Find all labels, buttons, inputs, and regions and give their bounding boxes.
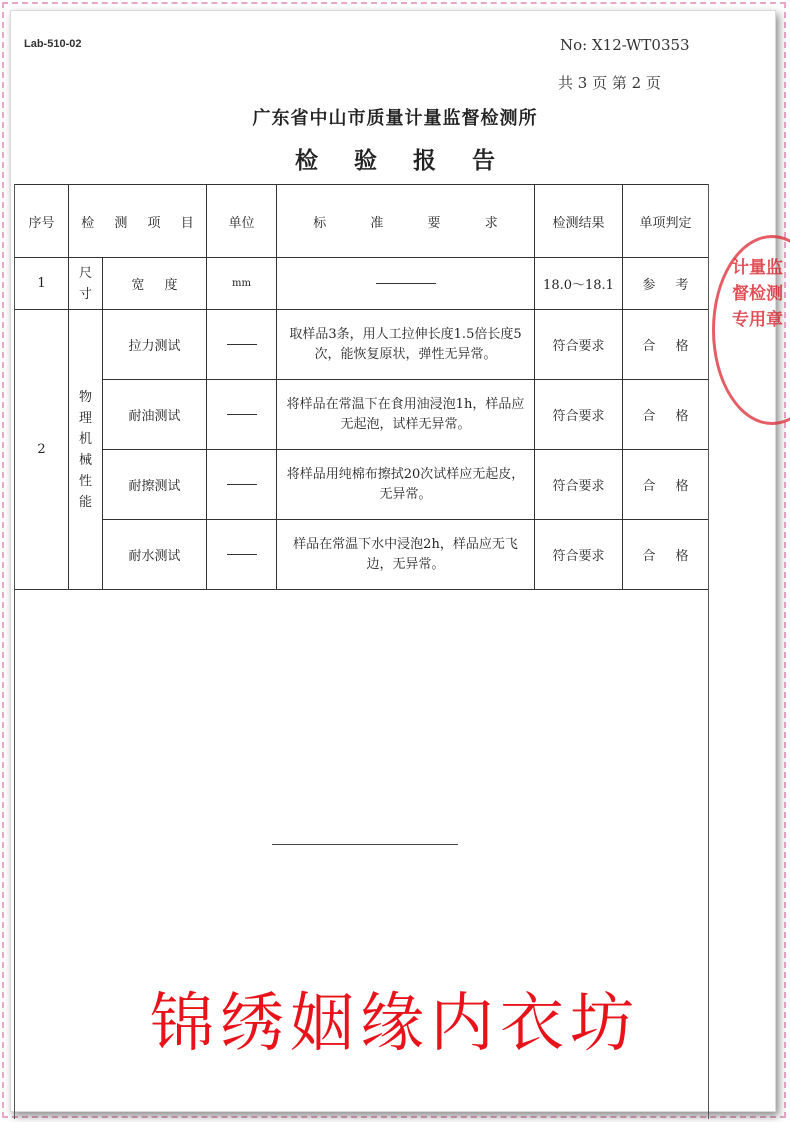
row-verdict: 合 格 [623, 310, 709, 380]
table-row [15, 450, 709, 520]
row-verdict: 参 考 [623, 258, 709, 310]
page-info: 共 3 页 第 2 页 [558, 74, 661, 92]
institute-name: 广东省中山市质量计量监督检测所 [252, 108, 538, 129]
row-item: 耐油测试 [103, 380, 207, 450]
column-header-verdict: 单项判定 [623, 185, 709, 258]
table-header [15, 185, 709, 258]
dash-mark [227, 554, 257, 555]
row-item: 拉力测试 [103, 310, 207, 380]
row-result: 18.0～18.1 [535, 258, 623, 310]
row-item: 宽 度 [103, 258, 207, 310]
row-unit: mm [207, 258, 277, 310]
column-header-seq: 序号 [15, 185, 69, 258]
row-result: 符合要求 [535, 380, 623, 450]
row-unit-empty [207, 450, 277, 520]
row-seq: 2 [15, 310, 69, 590]
row-result: 符合要求 [535, 450, 623, 520]
row-category: 物理机械性能 [69, 310, 103, 590]
row-unit-empty [207, 520, 277, 590]
row-unit-empty [207, 380, 277, 450]
row-result: 符合要求 [535, 310, 623, 380]
row-seq: 1 [15, 258, 69, 310]
row-requirement: 将样品在常温下在食用油浸泡1h，样品应无起泡，试样无异常。 [277, 380, 535, 450]
row-verdict: 合 格 [623, 520, 709, 590]
row-item: 耐擦测试 [103, 450, 207, 520]
inspection-table [14, 184, 709, 590]
row-verdict: 合 格 [623, 450, 709, 520]
shop-watermark: 锦绣姻缘内衣坊 [150, 987, 640, 1061]
report-title: 检 验 报 告 [294, 148, 510, 174]
column-header-result: 检测结果 [535, 185, 623, 258]
dash-mark [376, 283, 436, 284]
row-requirement: 将样品用纯棉布擦拭20次试样应无起皮，无异常。 [277, 450, 535, 520]
row-item: 耐水测试 [103, 520, 207, 590]
lab-code: Lab-510-02 [24, 38, 82, 50]
column-header-item: 检 测 项 目 [69, 185, 207, 258]
report-number: No: X12-WT0353 [560, 36, 690, 54]
dash-mark [227, 414, 257, 415]
row-requirement: 取样品3条，用人工拉伸长度1.5倍长度5次，能恢复原状，弹性无异常。 [277, 310, 535, 380]
row-requirement-empty [277, 258, 535, 310]
row-requirement: 样品在常温下水中浸泡2h，样品应无飞边，无异常。 [277, 520, 535, 590]
row-verdict: 合 格 [623, 380, 709, 450]
table-row [15, 380, 709, 450]
seal-text: 计量监督检测专用章 [732, 258, 783, 330]
row-result: 符合要求 [535, 520, 623, 590]
column-header-unit: 单位 [207, 185, 277, 258]
row-unit-empty [207, 310, 277, 380]
dash-mark [227, 484, 257, 485]
end-of-report-line [272, 844, 458, 845]
table-row [15, 258, 709, 310]
dash-mark [227, 344, 257, 345]
column-header-requirement: 标 准 要 求 [277, 185, 535, 258]
row-category: 尺寸 [69, 258, 103, 310]
table-row [15, 310, 709, 380]
table-row [15, 520, 709, 590]
